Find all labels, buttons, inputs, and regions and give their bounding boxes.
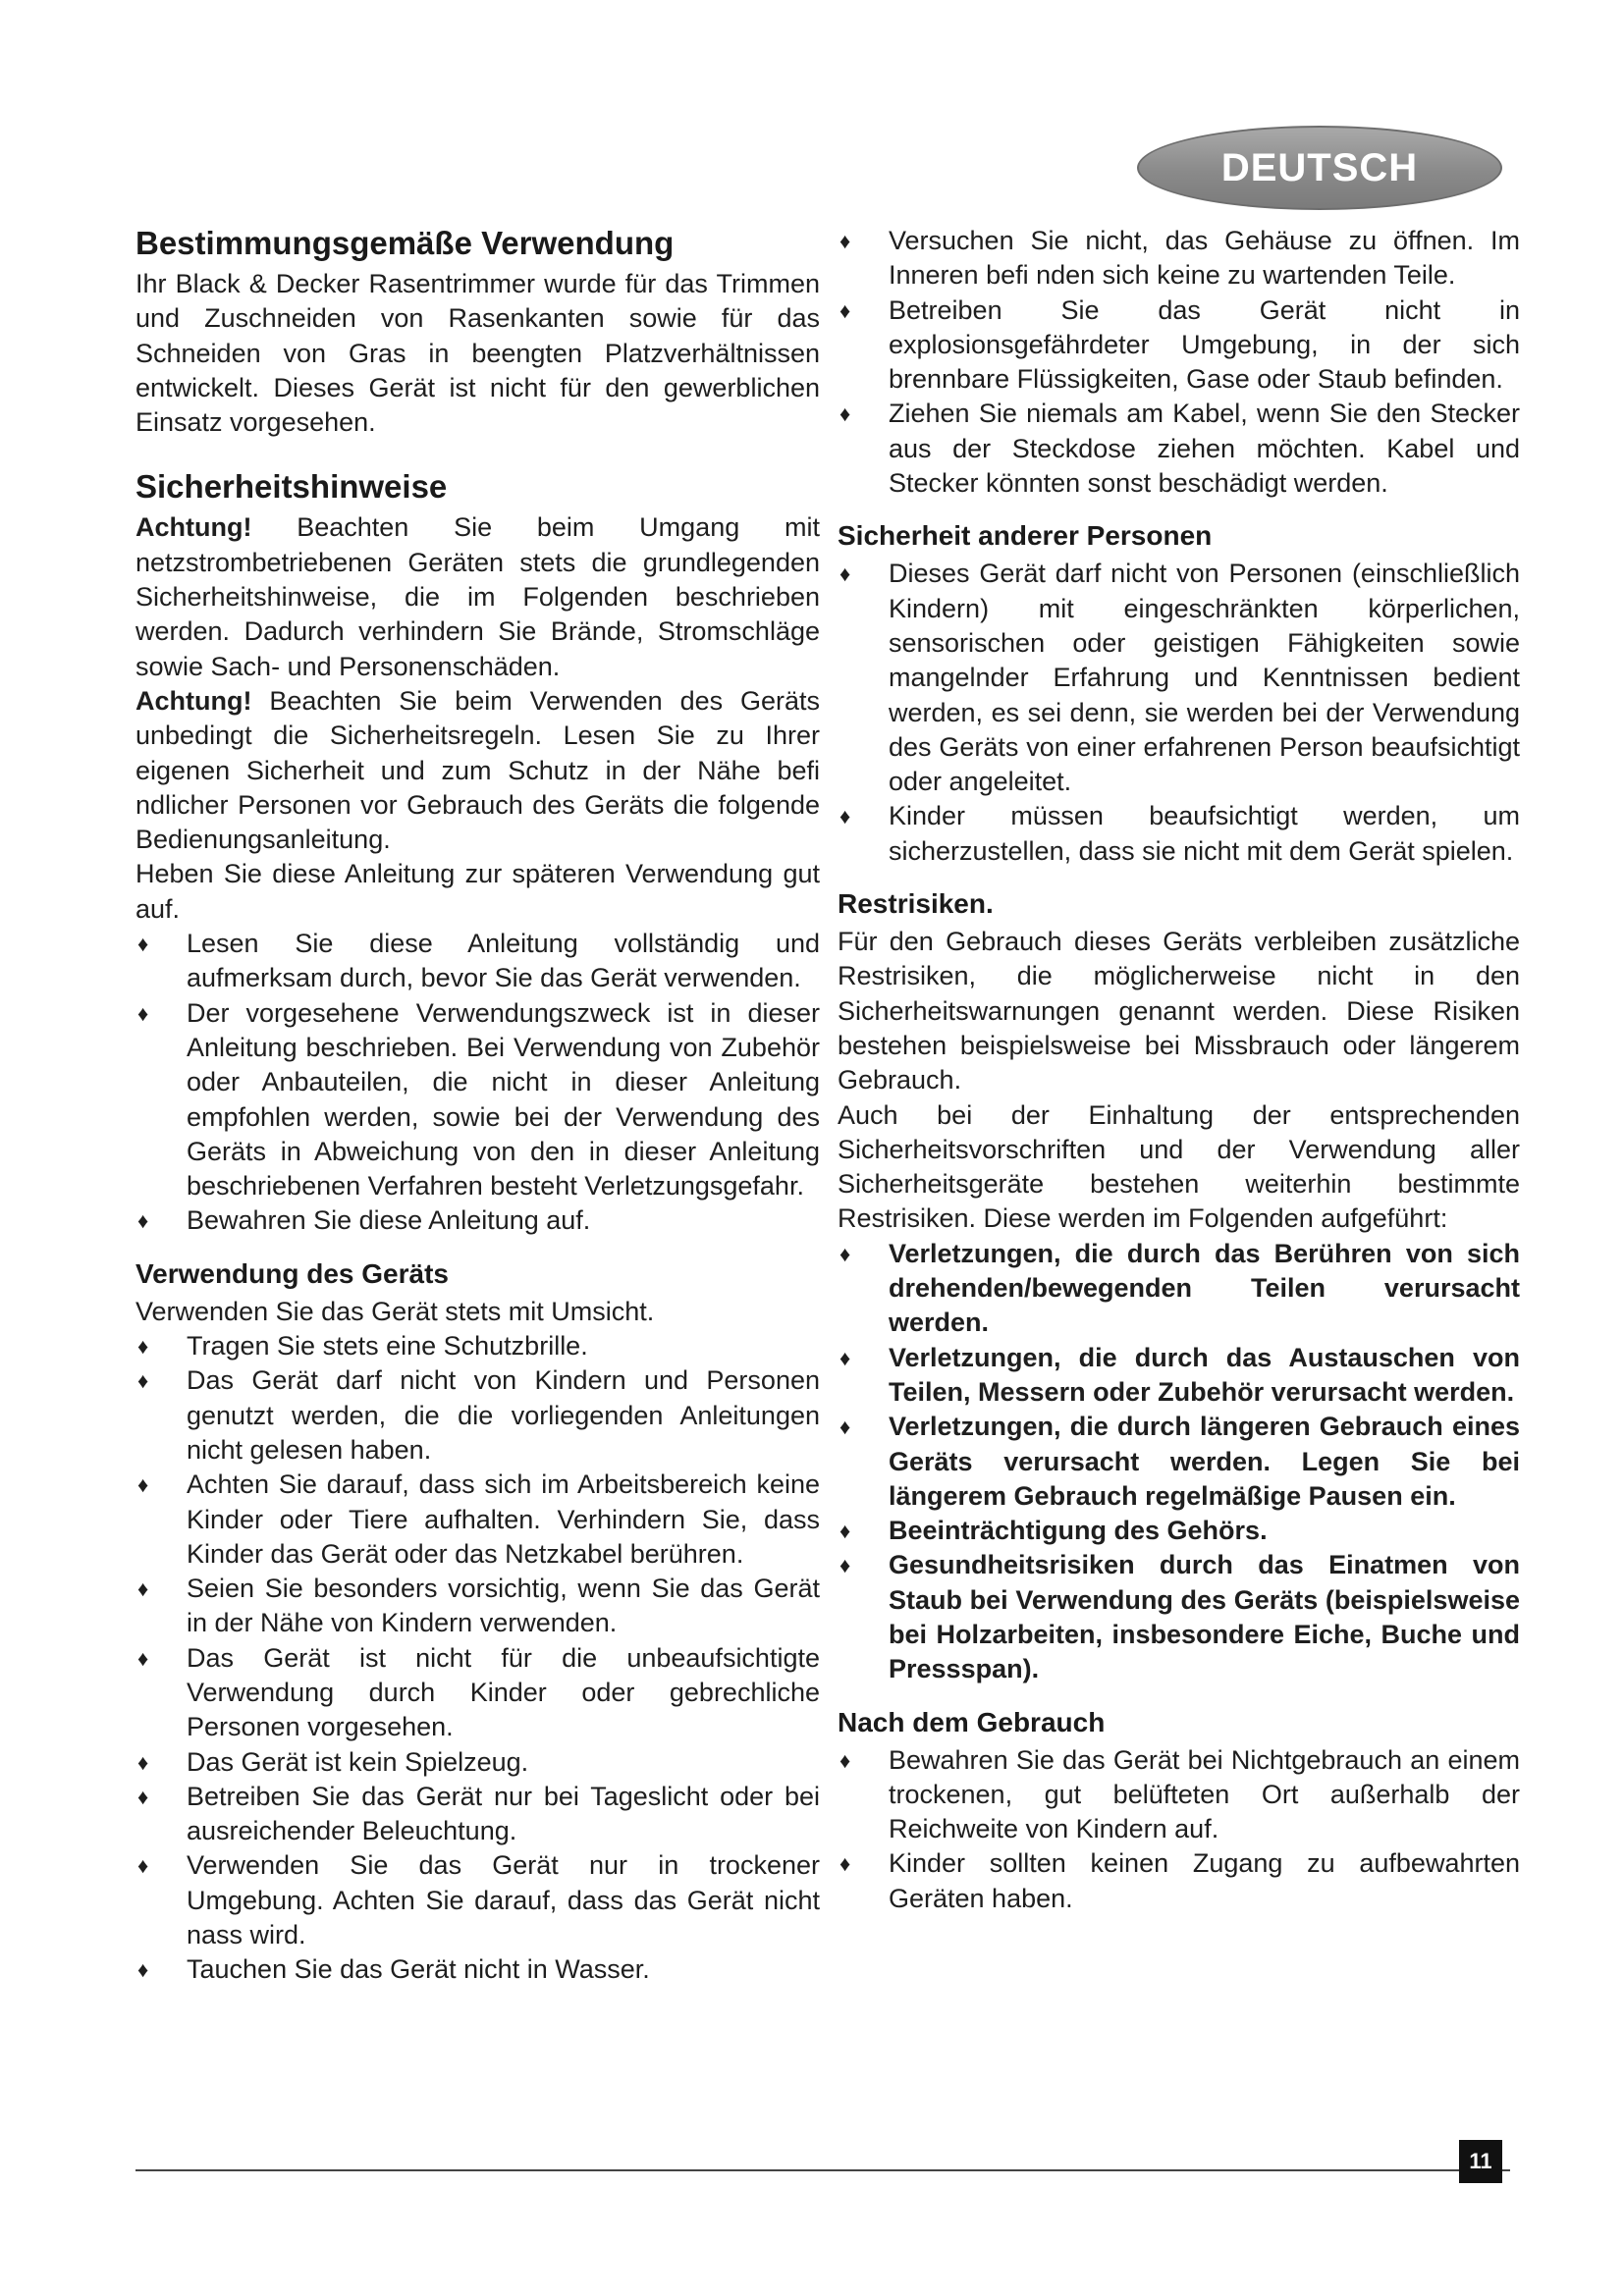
list-item: ♦ Versuchen Sie nicht, das Gehäuse zu öffnen. Im Inneren befi nden sich keine zu wartenden Teile. — [839, 226, 1520, 291]
diamond-bullet-icon: ♦ — [137, 1334, 149, 1360]
diamond-bullet-icon: ♦ — [839, 1345, 851, 1370]
diamond-bullet-icon: ♦ — [839, 297, 851, 323]
safety-paragraph-1 — [135, 510, 820, 683]
diamond-bullet-icon: ♦ — [839, 1553, 851, 1578]
diamond-bullet-icon: ♦ — [137, 1749, 149, 1775]
diamond-bullet-icon: ♦ — [839, 1519, 851, 1544]
list-item: ♦ Verwenden Sie das Gerät nur in trockener Umgebung. Achten Sie darauf, dass das Gerät nicht nass wird. — [137, 1850, 820, 1950]
safety-paragraph-2-text: Beachten Sie beim Verwenden des Geräts unbedingt die Sicherheitsregeln. Lesen Sie zu Ihrer eigenen Sicherheit und zum Schutz in der Nähe befi ndlicher Personen vor Gebrauch des Geräts die folgende Bedienungsanleitung. — [135, 685, 820, 855]
residual-risks-paragraph-2: Auch bei der Einhaltung der entsprechenden Sicherheitsvorschriften und der Verwendung aller Sicherheitsgeräte bestehen weiterhin bestimmte Restrisiken. Diese werden im Folgenden aufgeführt: — [838, 1099, 1520, 1234]
list-item: ♦ Verletzungen, die durch das Berühren von sich drehenden/bewegenden Teilen verursacht werden. — [839, 1238, 1520, 1338]
warning-label: Achtung! — [135, 512, 252, 543]
heading-after-use: Nach dem Gebrauch — [838, 1706, 1106, 1737]
page-number: 11 — [1459, 2140, 1502, 2183]
others-safety-bullet-list — [838, 557, 1520, 869]
list-item: ♦ Bewahren Sie das Gerät bei Nichtgebrauch an einem trockenen, gut belüfteten Ort außerhalb der Reichweite von Kindern auf. — [839, 1744, 1520, 1844]
diamond-bullet-icon: ♦ — [839, 1851, 851, 1877]
list-item: ♦ Das Gerät ist nicht für die unbeaufsichtigte Verwendung durch Kinder oder gebrechliche Personen vorgesehen. — [137, 1642, 820, 1742]
diamond-bullet-icon: ♦ — [839, 401, 851, 427]
list-item: ♦ Verletzungen, die durch das Austauschen von Teilen, Messern oder Zubehör verursacht werden. — [839, 1342, 1520, 1407]
general-safety-bullet-list — [838, 224, 1520, 501]
device-use-bullet-list — [135, 1329, 820, 1988]
intended-use-text: Ihr Black & Decker Rasentrimmer wurde für das Trimmen und Zuschneiden von Rasenkanten sowie für das Schneiden von Gras in beengten Platzverhältnissen entwickelt. Dieses Gerät ist nicht für den gewerblichen Einsatz vorgesehen. — [135, 269, 820, 438]
diamond-bullet-icon: ♦ — [137, 1645, 149, 1671]
diamond-bullet-icon: ♦ — [137, 1784, 149, 1809]
list-item: ♦ Verletzungen, die durch längeren Gebrauch eines Geräts verursacht werden. Legen Sie bei längerem Gebrauch regelmäßige Pausen ein. — [839, 1412, 1520, 1511]
safety-bullet-list — [135, 927, 820, 1239]
list-item: ♦ Tauchen Sie das Gerät nicht in Wasser. — [135, 1952, 820, 1987]
residual-risks-paragraph-1: Für den Gebrauch dieses Geräts verbleiben zusätzliche Restrisiken, die möglicherweise nicht in den Sicherheitswarnungen genannt werden. Diese Risiken bestehen beispielsweise bei Missbrauch oder längerem Gebrauch. — [838, 927, 1520, 1095]
list-item: ♦ Seien Sie besonders vorsichtig, wenn Sie das Gerät in der Nähe von Kindern verwenden. — [137, 1574, 820, 1638]
heading-others-safety: Sicherheit anderer Personen — [838, 520, 1213, 552]
device-use-intro: Verwenden Sie das Gerät stets mit Umsicht. — [135, 1296, 655, 1326]
list-item: ♦ Kinder sollten keinen Zugang zu aufbewahrten Geräten haben. — [839, 1848, 1520, 1913]
list-item: ♦ Gesundheitsrisiken durch das Einatmen von Staub bei Verwendung des Geräts (beispielsweise bei Holzarbeiten, insbesondere Eiche, Buche und Pressspan). — [839, 1550, 1520, 1684]
diamond-bullet-icon: ♦ — [839, 1415, 851, 1440]
after-use-bullet-list — [838, 1743, 1520, 1916]
diamond-bullet-icon: ♦ — [137, 1957, 149, 1983]
right-column — [838, 224, 1520, 1916]
diamond-bullet-icon: ♦ — [839, 804, 851, 829]
list-item: ♦ Betreiben Sie das Gerät nur bei Tageslicht oder bei ausreichender Beleuchtung. — [137, 1781, 820, 1846]
list-item: ♦ Kinder müssen beaufsichtigt werden, um sicherzustellen, dass sie nicht mit dem Gerät spielen. — [839, 801, 1520, 866]
language-badge — [1137, 126, 1502, 210]
list-item: ♦ Achten Sie darauf, dass sich im Arbeitsbereich keine Kinder oder Tiere aufhalten. Verhindern Sie, dass Kinder das Gerät oder das Netzkabel berühren. — [137, 1469, 820, 1569]
diamond-bullet-icon: ♦ — [137, 1368, 149, 1394]
list-item: ♦ Betreiben Sie das Gerät nicht in explosionsgefährdeter Umgebung, in der sich brennbare Flüssigkeiten, Gase oder Staub befinden. — [839, 294, 1520, 395]
diamond-bullet-icon: ♦ — [137, 1472, 149, 1498]
heading-safety-instructions: Sicherheitshinweise — [135, 468, 448, 506]
diamond-bullet-icon: ♦ — [839, 561, 851, 587]
language-label: DEUTSCH — [1220, 145, 1419, 189]
diamond-bullet-icon: ♦ — [839, 229, 851, 253]
warning-label: Achtung! — [135, 685, 252, 716]
list-item: ♦ Das Gerät darf nicht von Kindern und Personen genutzt werden, die die vorliegenden Anleitungen nicht gelesen haben. — [137, 1365, 820, 1465]
diamond-bullet-icon: ♦ — [137, 1576, 149, 1602]
diamond-bullet-icon: ♦ — [137, 1000, 149, 1026]
safety-paragraph-1-text: Beachten Sie beim Umgang mit netzstrombetriebenen Geräten stets die grundlegenden Sicherheitshinweise, die im Folgenden beschrieben werden. Dadurch verhindern Sie Brände, Stromschläge sowie Sach- und Personenschäden. — [135, 512, 820, 681]
footer-divider — [135, 2169, 1510, 2171]
diamond-bullet-icon: ♦ — [137, 1208, 149, 1234]
left-column — [135, 224, 820, 1988]
list-item: ♦ Ziehen Sie niemals am Kabel, wenn Sie den Stecker aus der Steckdose ziehen möchten. Kabel und Stecker könnten sonst beschädigt werden. — [839, 399, 1520, 499]
diamond-bullet-icon: ♦ — [839, 1747, 851, 1773]
residual-risks-bullet-list — [838, 1237, 1520, 1687]
heading-device-use: Verwendung des Geräts — [135, 1257, 449, 1289]
list-item: ♦ Das Gerät ist kein Spielzeug. — [135, 1745, 820, 1780]
list-item: ♦ Der vorgesehene Verwendungszweck ist in dieser Anleitung beschrieben. Bei Verwendung von Zubehör oder Anbauteilen, die nicht in dieser Anleitung empfohlen werden, sowie bei der Verwendung des Geräts in Abweichung von den in dieser Anleitung beschriebenen Verfahren besteht Verletzungsgefahr. — [137, 997, 820, 1201]
heading-residual-risks: Restrisiken. — [838, 888, 994, 920]
list-item: ♦ Tragen Sie stets eine Schutzbrille. — [135, 1329, 820, 1363]
diamond-bullet-icon: ♦ — [137, 1853, 149, 1879]
diamond-bullet-icon: ♦ — [839, 1241, 851, 1266]
heading-intended-use: Bestimmungsgemäße Verwendung — [135, 225, 675, 261]
diamond-bullet-icon: ♦ — [137, 932, 149, 957]
list-item: ♦ Lesen Sie diese Anleitung vollständig und aufmerksam durch, bevor Sie das Gerät verwenden. — [137, 929, 820, 993]
list-item: ♦ Dieses Gerät darf nicht von Personen (einschließlich Kindern) mit eingeschränkten körperlichen, sensorischen oder geistigen Fähigkeiten sowie mangelnder Erfahrung und Kenntnissen bedient werden, es sei denn, sie werden bei der Verwendung des Geräts von einer erfahrenen Person beaufsichtigt oder angeleitet. — [839, 559, 1520, 797]
list-item: ♦ Beeinträchtigung des Gehörs. — [838, 1514, 1520, 1548]
list-item: ♦ Bewahren Sie diese Anleitung auf. — [135, 1203, 820, 1238]
safety-paragraph-2 — [135, 684, 820, 857]
safety-paragraph-3: Heben Sie diese Anleitung zur späteren Verwendung gut auf. — [135, 859, 820, 924]
